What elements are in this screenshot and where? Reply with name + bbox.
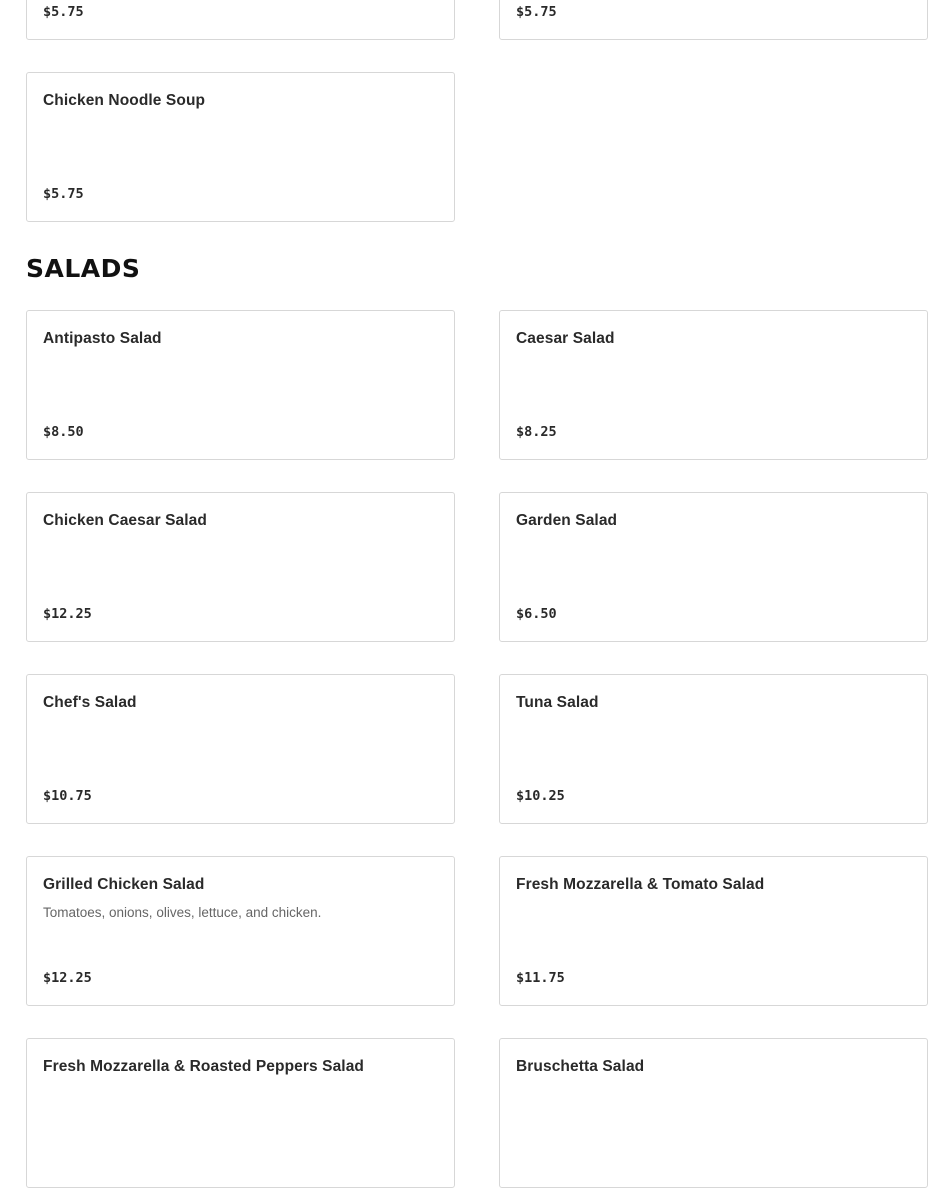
section-title-salads: SALADS <box>26 254 141 283</box>
menu-item-price: $8.50 <box>43 424 84 440</box>
menu-item-price: $10.25 <box>516 788 565 804</box>
menu-item-card[interactable] <box>499 1038 928 1188</box>
menu-item-card[interactable] <box>26 0 455 40</box>
menu-item-name: Fresh Mozzarella & Tomato Salad <box>516 876 765 893</box>
menu-item-name: Garden Salad <box>516 512 618 529</box>
menu-item-description: Tomatoes, onions, olives, lettuce, and chicken. <box>43 905 322 920</box>
menu-item-card[interactable] <box>499 492 928 642</box>
menu-item-price: $5.75 <box>516 4 557 20</box>
menu-item-card[interactable] <box>26 856 455 1006</box>
menu-item-price: $12.25 <box>43 970 92 986</box>
menu-item-name: Chicken Caesar Salad <box>43 512 207 529</box>
menu-item-card[interactable] <box>26 72 455 222</box>
menu-item-name: Tuna Salad <box>516 694 599 711</box>
menu-item-card[interactable] <box>26 310 455 460</box>
menu-item-card[interactable] <box>499 310 928 460</box>
menu-item-name: Grilled Chicken Salad <box>43 876 205 893</box>
menu-item-name: Bruschetta Salad <box>516 1058 645 1075</box>
menu-item-name: Antipasto Salad <box>43 330 162 347</box>
menu-item-price: $5.75 <box>43 186 84 202</box>
menu-item-card[interactable] <box>499 0 928 40</box>
menu-item-card[interactable] <box>26 1038 455 1188</box>
menu-item-name: Caesar Salad <box>516 330 615 347</box>
menu-item-name: Chicken Noodle Soup <box>43 92 206 109</box>
menu-item-card[interactable] <box>499 674 928 824</box>
menu-item-price: $8.25 <box>516 424 557 440</box>
menu-item-price: $5.75 <box>43 4 84 20</box>
menu-item-price: $12.25 <box>43 606 92 622</box>
menu-item-price: $10.75 <box>43 788 92 804</box>
menu-item-name: Fresh Mozzarella & Roasted Peppers Salad <box>43 1058 364 1075</box>
menu-item-price: $6.50 <box>516 606 557 622</box>
menu-item-name: Chef's Salad <box>43 694 137 711</box>
menu-item-card[interactable] <box>499 856 928 1006</box>
menu-item-card[interactable] <box>26 492 455 642</box>
menu-item-price: $11.75 <box>516 970 565 986</box>
menu-item-card[interactable] <box>26 674 455 824</box>
